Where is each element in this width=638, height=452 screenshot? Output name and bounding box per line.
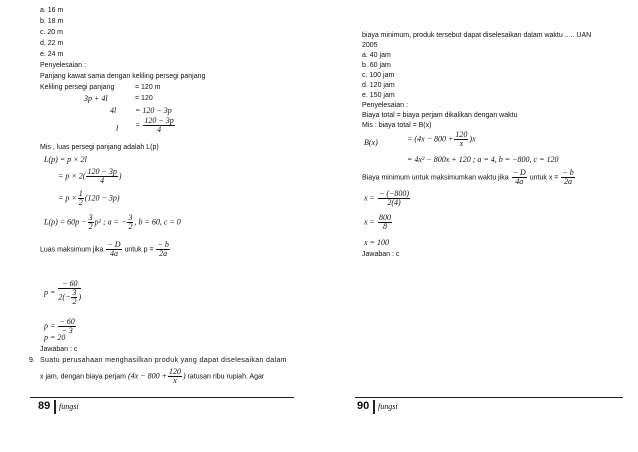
page-number-divider <box>54 400 56 414</box>
fraction-denominator: 8 <box>382 222 387 231</box>
expr-part: )x <box>469 134 476 144</box>
equation-c-lhs: l <box>116 124 119 133</box>
option-b: b. 18 m <box>40 18 64 25</box>
expr-part: ) <box>118 171 122 181</box>
option-d: d. 120 jam <box>362 82 395 89</box>
B-line-1-rhs <box>407 131 476 148</box>
p-step-3: p = 20 <box>44 333 66 342</box>
fraction-denominator: 2 <box>78 198 83 207</box>
fraction-denominator: x <box>173 376 177 385</box>
expr-part: x = <box>364 193 375 203</box>
text-part: x jam, dengan biaya perjam <box>40 373 126 381</box>
x-step-2 <box>364 214 393 231</box>
expr-part: = (4x − 800 + <box>407 134 454 144</box>
fraction <box>71 289 77 306</box>
fraction-numerator: − D <box>512 168 526 177</box>
option-e: e. 150 jam <box>362 92 395 99</box>
footer-rule <box>30 397 294 398</box>
text-part: Luas maksimum jika <box>40 246 104 254</box>
expr-part: p² ; a = − <box>94 217 127 227</box>
fraction-denominator: 2 <box>88 222 93 231</box>
expr-part: p = <box>44 287 56 297</box>
expr-part: ) <box>182 371 186 381</box>
fraction-denominator: 4a <box>515 177 524 186</box>
fraction-numerator: 120 <box>168 367 181 376</box>
expr-part: = p × <box>58 193 77 203</box>
question-9-line-2 <box>40 368 264 385</box>
page-number: 89 <box>38 400 51 412</box>
fraction-denominator: 2 <box>128 222 133 231</box>
fraction-numerator: 120 − 3p <box>144 116 174 125</box>
fraction <box>512 169 527 186</box>
footer-rule <box>355 397 623 398</box>
fraction-numerator: − b <box>157 240 169 249</box>
fraction <box>561 169 574 186</box>
fraction <box>127 214 133 231</box>
expr-part: = p × 2( <box>58 171 86 181</box>
biaya-minimum <box>362 169 576 186</box>
text-part: untuk p = <box>124 246 154 254</box>
fraction-numerator: 3 <box>88 213 93 222</box>
fraction-numerator: − 60 <box>59 317 75 326</box>
fraction-denominator: 2(4) <box>387 198 401 207</box>
B-line-2: = 4x² − 800x + 120 ; a = 4, b = −800, c = 120 <box>407 155 559 164</box>
expr-part: , b = 60, c = 0 <box>134 217 181 227</box>
biaya-total-statement: Biaya total = biaya perjam dikalikan dengan waktu <box>362 112 518 119</box>
question-source-year: 2005 <box>362 42 378 49</box>
fraction <box>78 190 84 207</box>
fraction <box>454 131 468 148</box>
misal-statement: Mis : biaya total = B(x) <box>362 122 432 129</box>
fraction-numerator: 3 <box>72 288 77 297</box>
equals-sign: = <box>135 120 141 130</box>
right-page <box>319 0 638 452</box>
L-line-3 <box>58 190 120 207</box>
luas-maksimum <box>40 241 171 258</box>
option-a: a. 40 jam <box>362 52 391 59</box>
fraction-numerator: 800 <box>378 213 391 222</box>
fraction <box>378 214 392 231</box>
fraction-denominator: 2a <box>159 249 168 258</box>
expr-part: (4x − 800 + <box>127 371 167 381</box>
option-c: c. 100 jam <box>362 72 395 79</box>
solution-label: Penyelesaian : <box>40 62 86 69</box>
B-line-1-lhs: B(x) <box>364 138 378 147</box>
text-part: untuk x = <box>529 174 559 182</box>
equation-b-rhs: = 120 − 3p <box>135 106 172 115</box>
fraction-denominator: x <box>459 139 464 148</box>
expr-part: ) <box>78 292 82 302</box>
keliling-value: = 120 m <box>135 84 161 91</box>
question-continuation: biaya minimum, produk tersebut dapat diselesaikan dalam waktu ..... UAN <box>362 32 592 39</box>
equation-b-lhs: 4l <box>110 106 117 115</box>
text-part: ratusan ribu rupiah. Agar <box>187 373 265 381</box>
keliling-label: Keliling persegi panjang <box>40 84 115 91</box>
L-line-2 <box>58 168 122 185</box>
option-b: b. 60 jam <box>362 62 391 69</box>
jawaban-right: Jawaban : c <box>362 251 400 258</box>
fraction <box>143 117 174 134</box>
L-line-1: L(p) = p × 2l <box>44 155 87 164</box>
wire-statement: Panjang kawat sama dengan keliling persegi panjang <box>40 73 206 80</box>
option-e: e. 24 m <box>40 51 64 58</box>
fraction <box>58 280 81 306</box>
fraction-numerator: 120 <box>455 130 468 139</box>
question-9-number: 9. <box>29 357 35 364</box>
option-a: a. 16 m <box>40 7 64 14</box>
fraction-denominator <box>58 289 81 306</box>
page-tag: fungsi <box>59 402 79 411</box>
misal-statement: Mis , luas persegi panjang adalah L(p) <box>40 144 159 151</box>
fraction <box>88 214 94 231</box>
fraction-numerator: 1 <box>78 189 83 198</box>
fraction <box>106 241 121 258</box>
expr-part: (120 − 3p) <box>84 193 120 203</box>
option-c: c. 20 m <box>40 29 63 36</box>
fraction-denominator: 2a <box>564 177 573 186</box>
equation-a-lhs: 3p + 4l <box>84 94 108 103</box>
expr-part: 2(− <box>58 292 71 302</box>
expr-part: x = <box>364 217 375 227</box>
fraction-numerator: − (−800) <box>378 189 410 198</box>
fraction <box>156 241 169 258</box>
fraction-denominator: − 3 <box>61 326 73 335</box>
equation-c-rhs <box>135 117 176 134</box>
fraction-denominator: 4 <box>157 125 162 134</box>
L-line-4 <box>44 214 181 231</box>
fraction-numerator: 120 − 3p <box>87 167 117 176</box>
fraction-denominator: 2 <box>72 297 77 306</box>
fraction <box>86 168 117 185</box>
fraction-numerator: − b <box>562 168 574 177</box>
fraction-numerator: − 60 <box>58 280 81 289</box>
question-9-line-1: Suatu perusahaan menghasilkan produk yang dapat diselesaikan dalam <box>40 357 287 364</box>
fraction-numerator: − D <box>107 240 121 249</box>
equation-a-rhs: = 120 <box>135 95 153 102</box>
fraction-denominator: 4a <box>109 249 118 258</box>
page-number-divider <box>373 400 375 414</box>
fraction <box>378 190 410 207</box>
jawaban-left: Jawaban : c <box>40 346 78 353</box>
text-part: Biaya minimum untuk maksimumkan waktu jika <box>362 174 509 182</box>
p-step-1 <box>44 280 82 306</box>
option-d: d. 22 m <box>40 40 64 47</box>
expr-part: p = <box>44 321 56 331</box>
fraction-denominator: 4 <box>100 176 105 185</box>
expr-part: L(p) = 60p − <box>44 217 87 227</box>
fraction-numerator: 3 <box>128 213 133 222</box>
fraction <box>168 368 182 385</box>
x-step-1 <box>364 190 411 207</box>
page-number: 90 <box>357 400 370 412</box>
x-step-3: x = 100 <box>364 238 389 247</box>
page-tag: fungsi <box>378 402 398 411</box>
solution-label: Penyelesaian : <box>362 102 408 109</box>
